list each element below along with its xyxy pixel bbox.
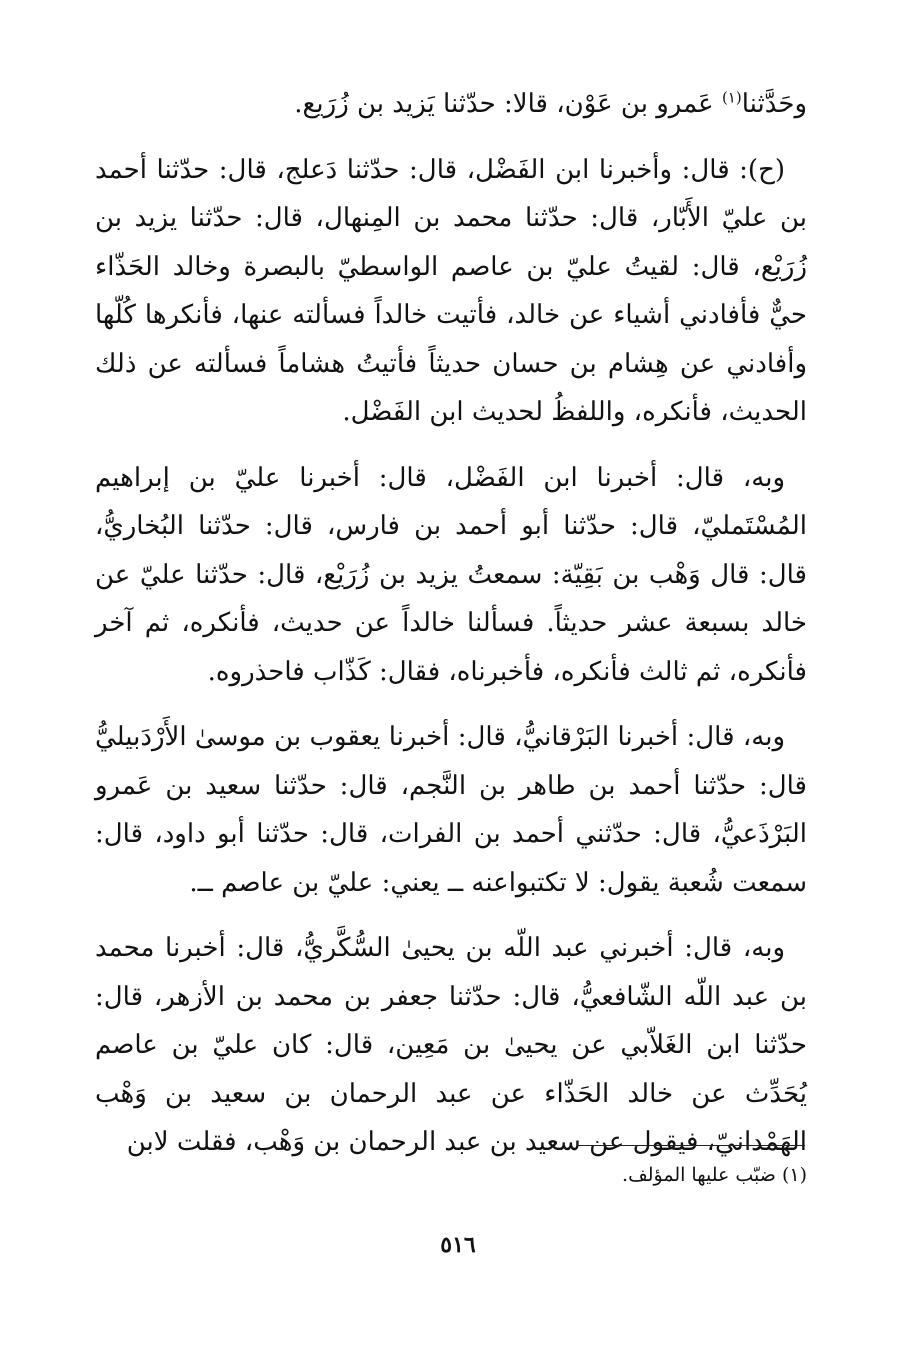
paragraph-1-text-after-note: عَمرو بن عَوْن، قالا: حدّثنا يَزيد بن زُرَيع. [294, 89, 722, 119]
main-text [95, 80, 807, 1167]
footnote: (١) ضبّب عليها المؤلف. [622, 1164, 807, 1186]
page-number: ٥١٦ [440, 1232, 476, 1258]
footnote-marker: (١) [721, 88, 742, 107]
paragraph-5: وبه، قال: أخبرني عبد اللّه بن يحيىٰ السُّكَّريُّ، قال: أخبرنا محمد بن عبد اللّه الشّافعيُّ، قال: حدّثنا جعفر بن محمد بن الأزهر، قال: حدّثنا ابن الغَلاّبي عن يحيىٰ بن مَعِين، قال: كان عليّ بن عاصم يُحَدِّث عن خالد الحَذّاء عن عبد الرحمان بن سعيد بن وَهْب الهَمْدانيّ، فيقول عن سعيد بن عبد الرحمان بن وَهْب، فقلت لابن [95, 933, 807, 1157]
paragraph-1 [95, 80, 807, 129]
paragraph-2: (ح): قال: وأخبرنا ابن الفَضْل، قال: حدّثنا دَعلج، قال: حدّثنا أحمد بن عليّ الأَبّار، قال: حدّثنا محمد بن المِنهال، قال: حدّثنا يزيد بن زُرَيْع، قال: لقيتُ عليّ بن عاصم الواسطيّ بالبصرة وخالد الحَذّاء حيٌّ فأفادني أشياء عن خالد، فأتيت خالداً فسألته عنها، فأنكرها كُلّها وأفادني عن هِشام بن حسان حديثاً فأتيتُ هشاماً فسألته عن ذلك الحديث، فأنكره، واللفظُ لحديث ابن الفَضْل. [95, 154, 807, 427]
paragraph-4: وبه، قال: أخبرنا البَرْقانيُّ، قال: أخبرنا يعقوب بن موسىٰ الأَرْدَبيليُّ قال: حدّثنا أحمد بن طاهر بن النَّجم، قال: حدّثنا سعيد بن عَمرو البَرْذَعيُّ، قال: حدّثني أحمد بن الفرات، قال: حدّثنا أبو داود، قال: سمعت شُعبة يقول: لا تكتبواعنه ــ يعني: عليّ بن عاصم ــ. [95, 722, 807, 898]
paragraph-1-text-before-note: وحَدَّثنا [741, 89, 807, 119]
footnote-separator [577, 1145, 805, 1146]
paragraph-3: وبه، قال: أخبرنا ابن الفَضْل، قال: أخبرنا عليّ بن إبراهيم المُسْتَمليّ، قال: حدّثنا أبو أحمد بن فارس، قال: حدّثنا البُخاريُّ، قال: قال وَهْب بن بَقِيّة: سمعتُ يزيد بن زُرَيْع، قال: حدّثنا عليّ عن خالد بسبعة عشر حديثاً. فسألنا خالداً عن حديث، فأنكره، ثم آخر فأنكره، ثم ثالث فأنكره، فأخبرناه، فقال: كَذّاب فاحذروه. [95, 462, 807, 687]
